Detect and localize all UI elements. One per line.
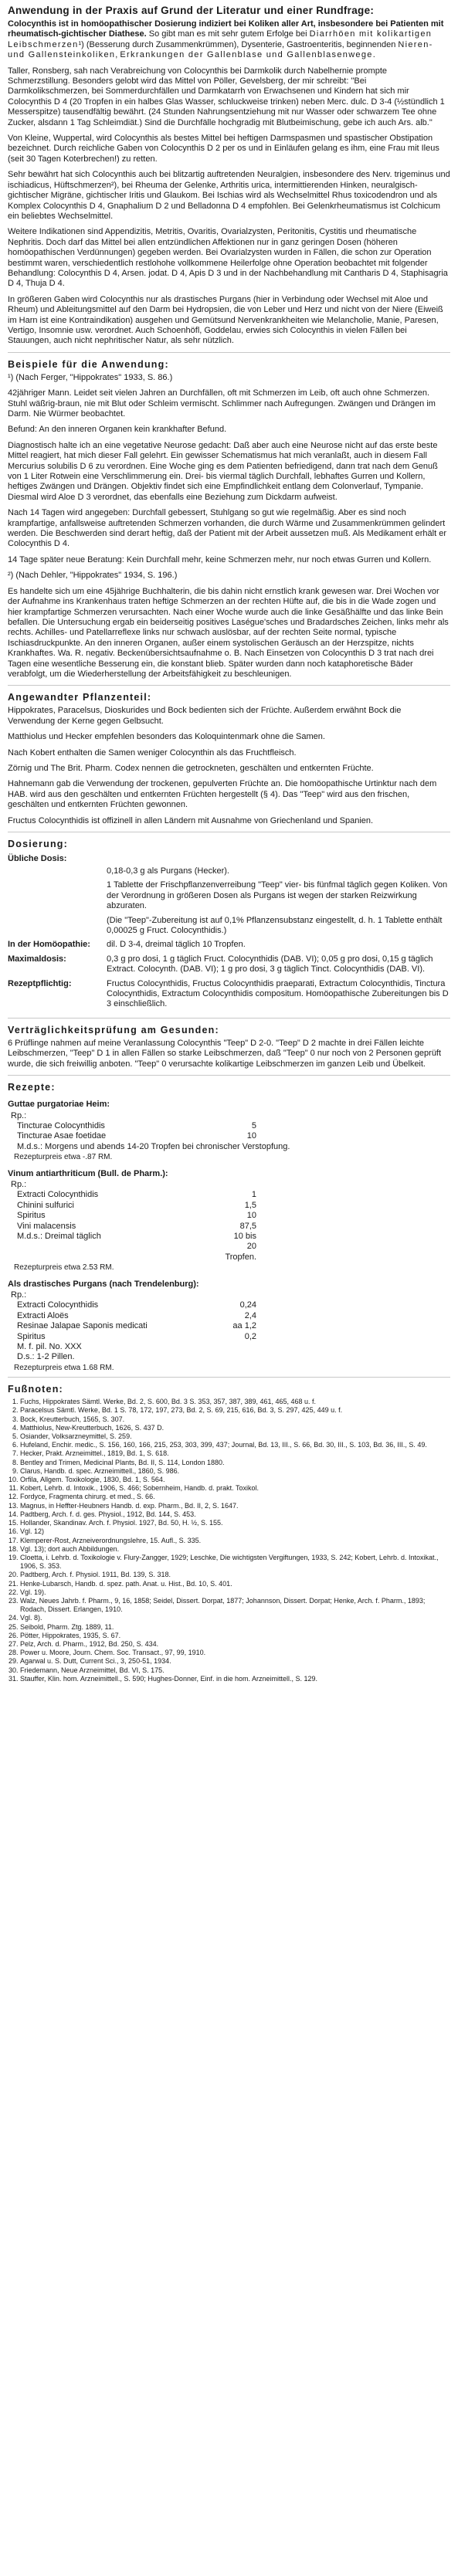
- section-heading-fussnoten: Fußnoten:: [8, 1384, 63, 1395]
- recipe-quantity: 0,24: [239, 1300, 256, 1310]
- recipes: [8, 1100, 450, 1373]
- dosage-key: Rezeptpflichtig:: [8, 978, 72, 988]
- recipe-quantity: 2,4: [244, 1310, 256, 1320]
- case-paragraph: 42jähriger Mann. Leidet seit vielen Jahren an Durchfällen, oft mit Schmerzen im Leib, oft auch ohne Schmerzen. Stuhl wäßrig-braun, nie mit Blut oder Schleim vermischt. Schlimmer nach Aufregungen. Zwängen und Drängen im Darm. Nie Würmer beobachtet.: [8, 388, 436, 419]
- dosage-row: [8, 916, 450, 941]
- section-heading-vertraeglichkeit: Verträglichkeitsprüfung am Gesunden:: [8, 1024, 219, 1035]
- recipe-quantity: 1,5: [244, 1200, 256, 1210]
- recipe-price: Rezepturpreis etwa -.87 RM.: [14, 1153, 113, 1162]
- footnote-item: 25. Seibold, Pharm. Ztg. 1889, 11.: [20, 1623, 450, 1632]
- recipe-ingredient: Tincturae Colocynthidis: [17, 1120, 105, 1130]
- recipe-ingredient: [8, 1242, 202, 1252]
- recipe-name: Als drastisches Purgans (nach Trendelenburg):: [8, 1279, 199, 1289]
- recipe-ingredient-row: [8, 1321, 450, 1331]
- footnote-item: 23. Walz, Neues Jahrb. f. Pharm., 9, 16, 1858; Seidel, Dissert. Dorpat, 1877; Johannson, Dissert. Dorpat; Henke, Arch. f. Pharm., 1893; Rodach, Dissert. Erlangen, 1910.: [20, 1597, 450, 1614]
- dosage-key: [8, 916, 107, 941]
- recipe-instruction: M.d.s.: Morgens und abends 14-20 Tropfen bei chronischer Verstopfung.: [17, 1141, 290, 1151]
- recipe-ingredient-row: [8, 1201, 450, 1211]
- footnote-item: 14. Padtberg, Arch. f. d. ges. Physiol., 1912, Bd. 144, S. 453.: [20, 1510, 450, 1519]
- footnote-item: 16. Vgl. 12): [20, 1527, 450, 1536]
- recipe-ingredient: M.d.s.: Dreimal täglich: [17, 1231, 101, 1241]
- recipe-quantity: 1: [251, 1190, 256, 1200]
- recipe-quantity: 0,2: [244, 1331, 256, 1341]
- dosage-value: dil. D 3-4, dreimal täglich 10 Tropfen.: [107, 940, 246, 950]
- recipe-quantity: 10 bis: [233, 1231, 256, 1241]
- footnote-item: 17. Klemperer-Rost, Arzneiverordnungslehre, 15. Aufl., S. 335.: [20, 1537, 450, 1545]
- recipe-ingredient: M. f. pil. No. XXX: [17, 1342, 82, 1352]
- footnote-item: 26. Pötter, Hippokrates, 1935, S. 67.: [20, 1632, 450, 1640]
- dosage-key: Maximaldosis:: [8, 954, 66, 964]
- recipe-ingredient-row: [8, 1121, 450, 1131]
- recipe-ingredient-row: [8, 1222, 450, 1232]
- dosage-row: [8, 940, 450, 954]
- footnote-item: 15. Hollander, Skandinav. Arch. f. Physiol. 1927, Bd. 50, H. ½, S. 155.: [20, 1519, 450, 1527]
- recipe-ingredient-row: [8, 1252, 450, 1263]
- body-paragraph: Sehr bewährt hat sich Colocynthis auch bei blitzartig auftretenden Neuralgien, insbesondere des Nerv. trigeminus und ischiadicus, Hüftschmerzen²), bei Rheuma der Gelenke, Arthritis urica, intermittierenden Hinken, neuralgisch-gichtischer Migräne, gichtischer Iritis und Glaukom. Bei Ischias wird als Wechselmittel Rhus toxicodendron und als Komplex Colocynthis D 4, Gnaphalium D 2 und Belladonna D 4 empfohlen. Bei Gelenkrheumatismus ist Colchicum ein beliebtes Wechselmittel.: [8, 170, 450, 221]
- footnote-item: 6. Hufeland, Enchir. medic., S. 156, 160, 166, 215, 253, 303, 399, 437; Journal, Bd. 13, III., S. 66, Bd. 30, III., S. 103, Bd. 36, III., S. 49.: [20, 1441, 450, 1449]
- footnote-item: 10. Orfila, Allgem. Toxikologie, 1830, Bd. 1, S. 564.: [20, 1476, 450, 1484]
- dosage-value: (Die "Teep"-Zubereitung ist auf 0,1% Pflanzensubstanz eingestellt, d. h. 1 Tablette enthält 0,00025 g Fruct. Colocynthidis.): [107, 915, 443, 936]
- footnote-item: 21. Henke-Lubarsch, Handb. d. spez. path. Anat. u. Hist., Bd. 10, S. 401.: [20, 1580, 450, 1588]
- recipe-ingredient: [8, 1252, 202, 1263]
- footnote-item: 8. Bentley and Trimen, Medicinal Plants, Bd. II, S. 114, London 1880.: [20, 1459, 450, 1467]
- plant-part-paragraph: Hahnemann gab die Verwendung der trockenen, gepulverten Früchte an. Die homöopathische Urtinktur nach dem HAB. wird aus den geschälten und entkernten Früchten hergestellt (§ 4). Das "Teep" wird aus den frischen, geschälten und entkernten Früchten gewonnen.: [8, 779, 437, 810]
- recipe-ingredient: Extracti Colocynthidis: [17, 1190, 99, 1200]
- recipe-rp: Rp.:: [11, 1179, 27, 1189]
- recipe-ingredient-row: [8, 1190, 450, 1200]
- dosage-row: [8, 866, 450, 880]
- dosage-value: 1 Tablette der Frischpflanzenverreibung "Teep" vier- bis fünfmal täglich gegen Koliken. Von der Verordnung in größeren Dosen als Purgans ist wegen der starken Reizwirkung abzuraten.: [107, 880, 448, 911]
- tolerance-paragraph: 6 Prüflinge nahmen auf meine Veranlassung Colocynthis "Teep" D 2-0. "Teep" D 2 machte in drei Fällen leichte Leibschmerzen, "Teep" D 1 in allen Fällen so starke Leibschmerzen, daß "Teep" 0 nur noch von 2 Personen geprüft wurde, die sich freiwillig anboten. "Teep" 0 verursachte kolikartige Leibschmerzen im ganzen Leib und Übelkeit.: [8, 1038, 442, 1069]
- dosage-table: [8, 866, 450, 1014]
- recipe-quantity: [202, 1352, 256, 1362]
- recipe-ingredient: Extracti Colocynthidis: [17, 1300, 99, 1310]
- footnote-item: 27. Pelz, Arch. d. Pharm., 1912, Bd. 250, S. 434.: [20, 1640, 450, 1649]
- footnote-item: 3. Bock, Kreutterbuch, 1565, S. 307.: [20, 1415, 450, 1424]
- plant-part-paragraph: Zörnig und The Brit. Pharm. Codex nennen die getrockneten, geschälten und entkernten Früchte.: [8, 763, 374, 773]
- footnote-item: 31. Stauffer, Klin. hom. Arzneimittell., S. 590; Hughes-Donner, Einf. in die hom. Arzneimittell., S. 129.: [20, 1675, 450, 1683]
- dosage-subheading: Übliche Dosis:: [8, 854, 67, 863]
- recipe-ingredient: Vini malacensis: [17, 1221, 76, 1231]
- recipe-quantity: 20: [246, 1242, 256, 1252]
- intro-text-3: ,: [115, 50, 120, 60]
- dosage-key: In der Homöopathie:: [8, 940, 90, 950]
- page-title: Anwendung in der Praxis auf Grund der Literatur und einer Rundfrage:: [8, 5, 375, 16]
- intro-text-1: So gibt man es mit sehr gutem Erfolge bei: [146, 29, 310, 39]
- plant-part-paragraph: Nach Kobert enthalten die Samen weniger Colocynthin als das Fruchtfleisch.: [8, 747, 297, 758]
- recipe-quantity: 10: [246, 1131, 256, 1141]
- intro-text-4: .: [372, 50, 375, 60]
- recipe-quantity: 10: [246, 1211, 256, 1221]
- footnote-item: 7. Hecker, Prakt. Arzneimittel., 1819, Bd. 1, S. 618.: [20, 1449, 450, 1458]
- body-paragraph: Von Kleine, Wuppertal, wird Colocynthis als bestes Mittel bei heftigen Darmspasmen und spastischer Obstipation bezeichnet. Durch reichliche Gaben von Colocynthis D 2 per os und in Einläufen gelang es ihm, eine Frau mit Ileus (seit 30 Tagen Koterbrechen!) zu retten.: [8, 134, 439, 164]
- recipe-ingredient-row: [8, 1352, 450, 1362]
- section-divider: [8, 685, 450, 686]
- footnote-item: 9. Clarus, Handb. d. spec. Arzneimittell., 1860, S. 986.: [20, 1467, 450, 1476]
- section-heading-dosierung: Dosierung:: [8, 839, 68, 849]
- case-paragraph: Diagnostisch halte ich an eine vegetative Neurose gedacht: Daß aber auch eine Neurose nicht auf das erste beste Mittel reagiert, hat mich dieser Fall gelehrt. Ein gewisser Schematismus hat mich veranlaßt, auch in diesem Fall Mercurius solubilis D 6 zu verordnen. Eine Woche ging es dem Patienten befriedigend, dann trat nach dem Genuß von 1 Liter Rotwein eine Verschlimmerung ein. Drei- bis viermal täglich Durchfall, lebhaftes Gurren und Kollern, heftiges Zwängen und Drängen. Objektiv findet sich eine Empfindlichkeit entlang dem Colonverlauf, Tympanie. Diesmal wird Aloe D 3 verordnet, das ebenfalls eine Beziehung zum Dickdarm aufweist.: [8, 440, 438, 502]
- plant-part-paragraph: Fructus Colocynthidis ist offizinell in allen Ländern mit Ausnahme von Griechenland und Spanien.: [8, 815, 374, 825]
- recipe-ingredient-row: [8, 1311, 450, 1321]
- recipe-ingredient-row: [8, 1211, 450, 1221]
- recipe-ingredient-row: [8, 1232, 450, 1242]
- intro-emph-2: Nieren- und Gallensteinkoliken: [8, 39, 433, 60]
- footnote-item: 2. Paracelsus Sämtl. Werke, Bd. 1 S. 78, 172, 197, 273, Bd. 2, S. 69, 215, 616, Bd. 3, S. 297, 425, 449 u. f.: [20, 1406, 450, 1415]
- footnotes: [8, 1384, 450, 1683]
- section-heading-beispiele: Beispiele für die Anwendung:: [8, 358, 169, 370]
- recipe-name: Guttae purgatoriae Heim:: [8, 1100, 110, 1110]
- section-divider: [8, 1075, 450, 1076]
- section-heading-pflanzenteil: Angewandter Pflanzenteil:: [8, 692, 152, 703]
- footnote-item: 11. Kobert, Lehrb. d. Intoxik., 1906, S. 466; Sobernheim, Handb. d. prakt. Toxikol.: [20, 1484, 450, 1493]
- case-paragraph: Es handelte sich um eine 45jährige Buchhalterin, die bis dahin nicht ernstlich krank gewesen war. Drei Wochen vor der Aufnahme ins Krankenhaus traten heftige Schmerzen an der rechten Hüfte auf, die bis in die Wade zogen und hier krampfartige Schmerzen verursachten. Nach einer Woche wurde auch die linke Gesäßhälfte und das linke Bein befallen. Die Untersuchung ergab ein beiderseitig positives Laségue'sches und Bradardsches Zeichen, links mehr als rechts. Achilles- und Patellarreflexe links nur schwach auslösbar, auf der rechten Seite normal, typische Ischiasdruckpunkte. An den inneren Organen, außer einem systolischen Geräusch an der Herzspitze, nichts Krankhaftes. Wa. R. negativ. Beckenübersichtsaufnahme o. B. Nach Einsetzen von Colocynthis D 3 trat nach drei Tagen eine wesentliche Besserung ein, die konstant blieb. Später wurden dann noch kataphoretische Bäder verabfolgt, um die Wiederherstellung der Arbeitsfähigkeit zu beschleunigen.: [8, 586, 449, 679]
- body-paragraph: Taller, Ronsberg, sah nach Verabreichung von Colocynthis bei Darmkolik durch Nabelhernie prompte Schmerzstillung. Besonders gelobt wird das Mittel von Pöller, Gevelsberg, der mir schreibt: "Bei Darmkolikschmerzen, bei Sommerdurchfällen und Darmkatarrh von Erwachsenen und Kindern hat sich mir Colocynthis D 4 (20 Tropfen in ein halbes Glas Wasser, schluckweise trinken) neben Merc. dulc. D 3-4 (½stündlich 1 Messerspitze) tausendfältig bewährt. (24 Stunden Nahrungsentziehung mit nur Wasser oder schwarzem Tee ohne Zucker, alsdann 1 Tag Schleimdiät.) Sind die Durchfälle hochgradig mit Blutbeimischung, gebe ich auch Ars. alb.": [8, 66, 445, 127]
- plant-part-paragraph: Matthiolus und Hecker empfehlen besonders das Koloquintenmark ohne die Samen.: [8, 732, 325, 742]
- footnote-item: 28. Power u. Moore, Journ. Chem. Soc. Transact., 97, 99, 1910.: [20, 1649, 450, 1657]
- recipe-quantity: Tropfen.: [225, 1252, 256, 1262]
- section-divider: [8, 1377, 450, 1378]
- section-divider: [8, 1018, 450, 1019]
- intro-paragraph: [8, 19, 450, 61]
- body-paragraph: In größeren Gaben wird Colocynthis nur als drastisches Purgans (hier in Verbindung oder Wechsel mit Aloe und Rheum) und Ableitungsmittel auf den Darm bei Hydropsien, die von Leber und Herz und nicht von der Niere (Eiweiß im Harn ist eine Kontraindikation) ausgehen und Gemütsund Nervenkrankheiten wie Melancholie, Manie, Paresen, Vertigo, Insomnie usw. verordnet. Auch Schoenhöfl, Goddelau, erwies sich Colocynthis in vielen Fällen bei Stauungen, auch nicht nephritischer Natur, als sehr nützlich.: [8, 294, 443, 346]
- dosage-row: [8, 979, 450, 1014]
- recipe-rp: Rp.:: [11, 1290, 27, 1300]
- case-paragraph: Befund: An den inneren Organen kein krankhafter Befund.: [8, 425, 227, 435]
- recipe-name: Vinum antiarthriticum (Bull. de Pharm.):: [8, 1168, 168, 1178]
- footnote-item: 24. Vgl. 8).: [20, 1614, 450, 1622]
- recipe-quantity: [202, 1342, 256, 1352]
- recipe-ingredient-row: [8, 1242, 450, 1252]
- case-paragraph: 14 Tage später neue Beratung: Kein Durchfall mehr, keine Schmerzen mehr, nur noch etwas Gurren und Kollern.: [8, 554, 432, 564]
- recipe-ingredient-row: [8, 1131, 450, 1141]
- footnote-item: 1. Fuchs, Hippokrates Sämtl. Werke, Bd. 2, S. 600, Bd. 3 S. 353, 357, 387, 389, 461, 465, 468 u. f.: [20, 1398, 450, 1406]
- dosage-row: [8, 880, 450, 915]
- recipe-price: Rezepturpreis etwa 1.68 RM.: [14, 1363, 114, 1372]
- footnote-item: 29. Agarwal u. S. Dutt, Current Sci., 3, 250-51, 1934.: [20, 1657, 450, 1666]
- footnote-item: 12. Fordyce, Fragmenta chirurg. et med., S. 66.: [20, 1493, 450, 1501]
- case-paragraph: Nach 14 Tagen wird angegeben: Durchfall gebessert, Stuhlgang so gut wie regelmäßig. Aber es sind noch krampfartige, anfallsweise auftretenden Schmerzen vorhanden, die durch Wärme und Zusammenkrümmen gelindert werden. Die Beschwerden sind derart heftig, daß der Patient mit der Arbeit aussetzen muß. Als Medikament erhält er Colocynthis D 4.: [8, 508, 446, 549]
- footnote-item: 19. Cloetta, i. Lehrb. d. Toxikologie v. Flury-Zangger, 1929; Leschke, Die wichtigsten Vergiftungen, 1933, S. 242; Kobert, Lehrb. d. Intoxikat., 1906, S. 353.: [20, 1554, 450, 1571]
- intro-emph-3: Erkrankungen der Gallenblase und Gallenblasenwege: [120, 50, 373, 60]
- recipe-ingredient: Extracti Aloës: [17, 1310, 69, 1320]
- plant-part-paragraph: Hippokrates, Paracelsus, Dioskurides und Bock bedienten sich der Früchte. Außerdem erwähnt Bock die Verwendung der Kerne gegen Gelbsucht.: [8, 706, 402, 726]
- recipe-quantity: 87,5: [239, 1221, 256, 1231]
- footnote-item: 13. Magnus, in Heffter-Heubners Handb. d. exp. Pharm., Bd. II, 2, S. 1647.: [20, 1502, 450, 1510]
- dosage-value: 0,18-0,3 g als Purgans (Hecker).: [107, 866, 229, 876]
- footnote-item: 30. Friedemann, Neue Arzneimittel, Bd. VI, S. 175.: [20, 1666, 450, 1675]
- footnote-item: 4. Matthiolus, New-Kreutterbuch, 1626, S. 437 D.: [20, 1424, 450, 1432]
- section-divider: [8, 352, 450, 353]
- footnote-item: 5. Osiander, Volksarzneymittel, S. 259.: [20, 1432, 450, 1441]
- footnote-item: 18. Vgl. 13); dort auch Abbildungen.: [20, 1545, 450, 1554]
- dosage-row: [8, 954, 450, 979]
- recipe-quantity: 5: [251, 1120, 256, 1130]
- recipe-quantity: aa 1,2: [232, 1321, 256, 1331]
- recipe-ingredient-row: [8, 1342, 450, 1352]
- body-paragraph: Weitere Indikationen sind Appendizitis, Metritis, Ovaritis, Ovarialzysten, Peritonitis, Cystitis und rheumatische Nephritis. Doch darf das Mittel bei allen entzündlichen Affektionen nur in ganz geringen Dosen (höheren homöopathischen Verdünnungen) gegeben werden. Bei Ovarialzysten wurden in Fällen, die schon zur Operation bestimmt waren, verschiedentlich restlohohe vollkommene Heilerfolge ohne Operation beobachtet mit folgender Behandlung: Colocynthis D 4, Arsen. jodat. D 4, Apis D 3 und in der Nachbehandlung mit Cantharis D 4, Staphisagria D 4, Thuja D 4.: [8, 227, 448, 289]
- footnote-list: [8, 1398, 450, 1683]
- case-paragraph: ¹) (Nach Ferger, "Hippokrates" 1933, S. 86.): [8, 372, 173, 382]
- dosage-value: 0,3 g pro dosi, 1 g täglich Fruct. Colocynthidis (DAB. VI); 0,05 g pro dosi, 0,15 g täglich Extract. Colocynth. (DAB. VI); 1 g pro dosi, 3 g täglich Tinct. Colocynthidis (DAB. VI).: [107, 954, 433, 974]
- recipe-ingredient-row: [8, 1332, 450, 1342]
- recipe-ingredient: Spiritus: [17, 1211, 46, 1221]
- section-heading-rezepte: Rezepte:: [8, 1082, 56, 1093]
- intro-emph-1: Diarrhöen mit kolikartigen Leibschmerzen: [8, 29, 433, 49]
- recipe-ingredient-row: [8, 1300, 450, 1310]
- intro-lead: Colocynthis ist in homöopathischer Dosierung indiziert bei Koliken aller Art, insbesondere bei Patienten mit rheumatisch-gichtischer Diathese.: [8, 19, 444, 39]
- dosage-key: [8, 880, 107, 915]
- recipe-price: Rezepturpreis etwa 2.53 RM.: [14, 1263, 114, 1273]
- case-paragraph: ²) (Nach Dehler, "Hippokrates" 1934, S. 196.): [8, 571, 178, 581]
- recipe-ingredient: Resinae Jalapae Saponis medicati: [17, 1321, 148, 1331]
- recipe-ingredient: Chinini sulfurici: [17, 1200, 74, 1210]
- recipe-ingredient: Spiritus: [17, 1331, 46, 1341]
- footnote-item: 22. Vgl. 19).: [20, 1588, 450, 1597]
- footnote-item: 20. Padtberg, Arch. f. Physiol. 1911, Bd. 139, S. 318.: [20, 1571, 450, 1579]
- recipe-ingredient: Tincturae Asae foetidae: [17, 1131, 107, 1141]
- dosage-key: [8, 866, 107, 880]
- intro-text-2: ¹) (Besserung durch Zusammenkrümmen), Dysenterie, Gastroenteritis, beginnenden: [78, 39, 399, 49]
- dosage-value: Fructus Colocynthidis, Fructus Colocynthidis praeparati, Extractum Colocynthidis, Tinctura Colocynthidis, Extractum Colocynthidis compositum. Homöopathische Zubereitungen bis D 3 einschließlich.: [107, 978, 449, 1009]
- recipe-rp: Rp.:: [11, 1110, 27, 1120]
- recipe-ingredient: D.s.: 1-2 Pillen.: [17, 1352, 75, 1362]
